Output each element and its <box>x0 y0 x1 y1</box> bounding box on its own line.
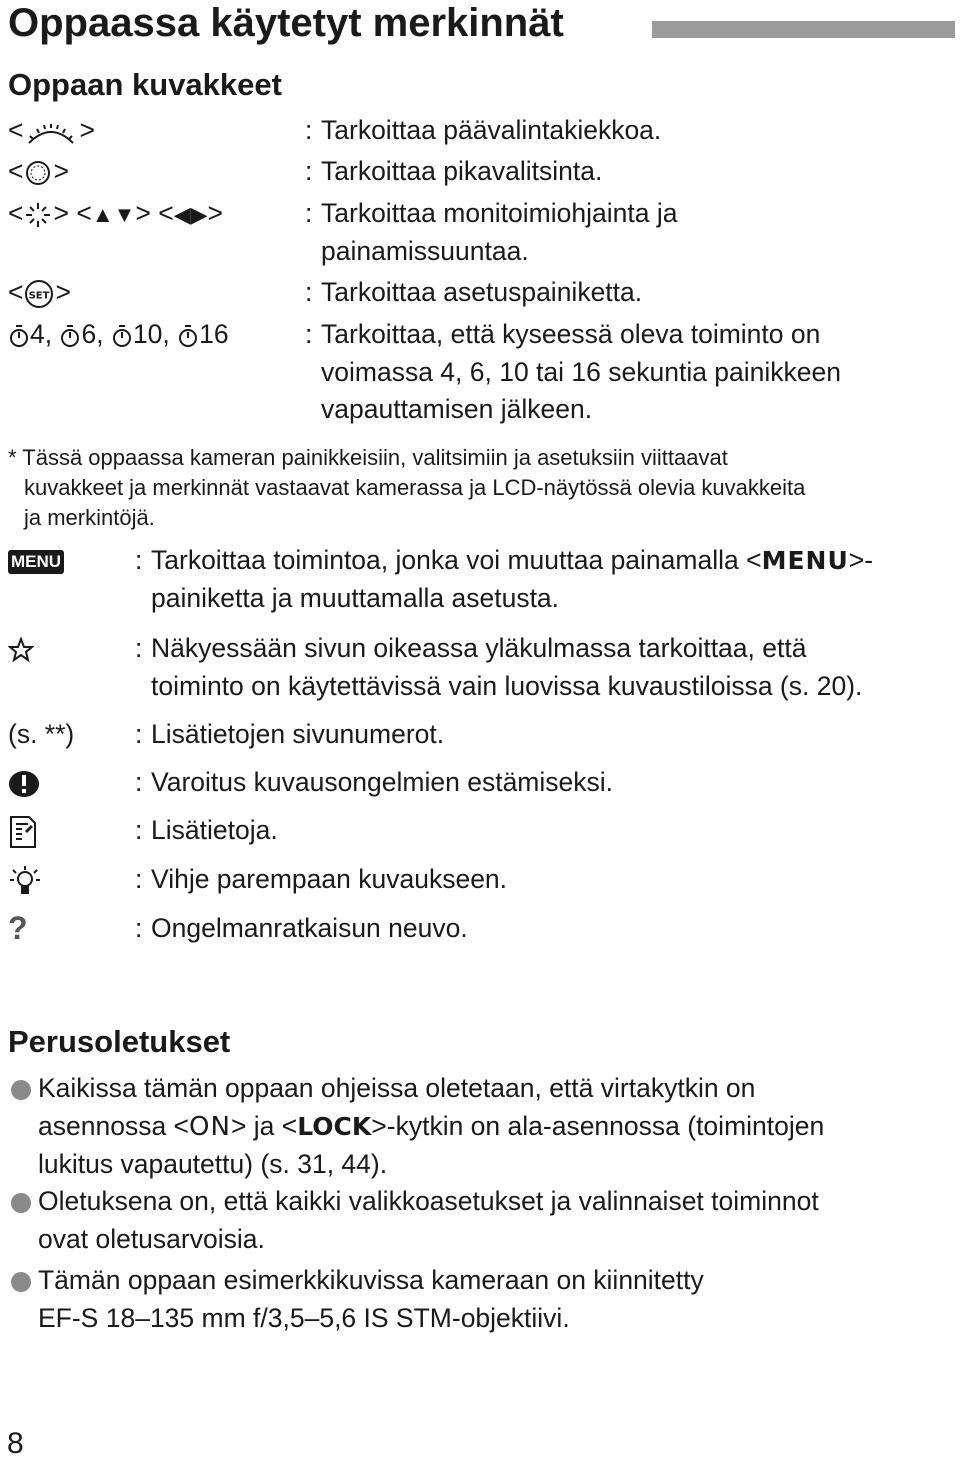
question-icon-cell <box>8 910 28 950</box>
on-label: ON <box>189 1111 231 1142</box>
page-number: 8 <box>7 1427 24 1460</box>
question-icon: ? <box>8 910 28 946</box>
warning-icon <box>8 769 40 799</box>
main-dial-icon <box>23 117 79 147</box>
default-item-2: Oletuksena on, että kaikki valikkoasetukset ja valinnaiset toiminnot ovat oletusarvoisia. <box>38 1186 819 1254</box>
menu-tab-icon: MENU <box>8 550 64 574</box>
page-ref-desc: : Lisätietojen sivunumerot. <box>135 719 445 749</box>
bullet-icon <box>11 1272 31 1292</box>
timer-icons-cell: 4, 6, 10, 16 <box>8 316 229 354</box>
bulb-icon-cell <box>8 861 42 899</box>
main-dial-desc: : Tarkoittaa päävalintakiekkoa. <box>305 115 662 145</box>
note-icon <box>8 815 38 849</box>
question-desc: : Ongelmanratkaisun neuvo. <box>135 913 468 943</box>
note-icon-cell <box>8 812 38 850</box>
multi-controller-icon-cell: < > <▲▼> <◀▶> <box>8 198 224 228</box>
defaults-heading: Perusoletukset <box>8 1024 231 1059</box>
timer-icon <box>177 323 199 349</box>
icons-heading: Oppaan kuvakkeet <box>8 67 282 102</box>
page-title: Oppaassa käytetyt merkinnät <box>8 1 564 45</box>
multi-controller-icon <box>23 200 53 230</box>
quick-dial-desc: : Tarkoittaa pikavalitsinta. <box>305 156 603 186</box>
bulb-icon <box>8 864 42 898</box>
bulb-desc: : Vihje parempaan kuvaukseen. <box>135 864 508 894</box>
quick-dial-icon <box>23 158 53 188</box>
lock-label: LOCK <box>297 1111 372 1141</box>
up-down-arrows-icon: ▲▼ <box>91 202 136 227</box>
page-ref-label: (s. **) <box>8 719 75 749</box>
timer-icon <box>59 323 81 349</box>
quick-dial-icon-cell: < > <box>8 156 69 186</box>
warning-icon-cell <box>8 764 40 802</box>
menu-button-label: MENU <box>761 546 849 575</box>
timer-desc: : Tarkoittaa, että kyseessä oleva toiminto on voimassa 4, 6, 10 tai 16 sekuntia painikkeen vapauttamisen jälkeen. <box>305 319 842 424</box>
menu-tab-icon-cell <box>8 542 64 580</box>
set-button-desc: : Tarkoittaa asetuspainiketta. <box>305 277 643 307</box>
default-item-3: Tämän oppaan esimerkkikuvissa kameraan on kiinnitetty EF-S 18–135 mm f/3,5–5,6 IS STM-objektiivi. <box>38 1265 704 1333</box>
multi-controller-desc: : Tarkoittaa monitoimiohjainta ja painamissuuntaa. <box>305 198 678 266</box>
star-desc: : Näkyessään sivun oikeassa yläkulmassa tarkoittaa, että toiminto on käytettävissä vain luovissa kuvaustiloissa (s. 20). <box>135 633 863 701</box>
left-right-arrows-icon: ◀▶ <box>173 202 208 227</box>
warning-desc: : Varoitus kuvausongelmien estämiseksi. <box>135 767 614 797</box>
star-icon-cell <box>8 630 34 668</box>
main-dial-icon-cell: < > <box>8 115 95 145</box>
footnote: * Tässä oppaassa kameran painikkeisiin, valitsimiin ja asetuksiin viittaavat kuvakkeet ja merkinnät vastaavat kamerassa ja LCD-näytössä olevia kuvakkeita ja merkintöjä. <box>8 445 806 530</box>
title-rule <box>652 21 955 38</box>
default-item-1: Kaikissa tämän oppaan ohjeissa oletetaan, että virtakytkin on asennossa <ON> ja <LOCK>-kytkin on ala-asennossa (toimintojen lukitus vapautettu) (s. 31, 44). <box>38 1073 825 1179</box>
timer-icon <box>111 323 133 349</box>
bullet-icon <box>11 1080 31 1100</box>
bullet-icon <box>11 1193 31 1213</box>
note-desc: : Lisätietoja. <box>135 815 278 845</box>
timer-icon <box>8 323 30 349</box>
star-icon <box>8 637 34 663</box>
menu-desc: : Tarkoittaa toimintoa, jonka voi muuttaa painamalla <MENU>- painiketta ja muuttamalla asetusta. <box>135 545 874 613</box>
svg-text:SET: SET <box>29 290 50 302</box>
set-button-icon <box>23 279 55 309</box>
set-button-icon-cell: < SET > <box>8 277 71 307</box>
